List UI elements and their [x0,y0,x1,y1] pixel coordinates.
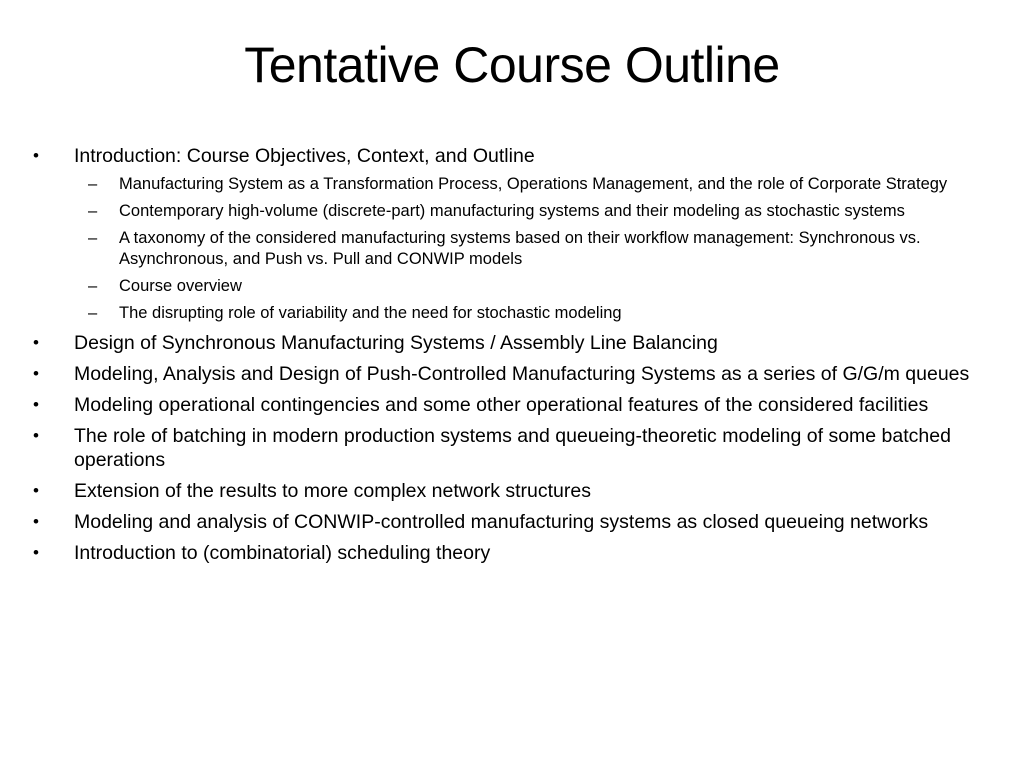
outline-item [0,510,1024,534]
outline-item-text: Modeling, Analysis and Design of Push-Controlled Manufacturing Systems as a series of G/G/m queues [74,363,970,385]
outline-subitem-text: A taxonomy of the considered manufacturing systems based on their workflow management: Synchronous vs. Asynchronous, and Push vs. Pull and CONWIP models [119,229,921,268]
dash-icon: – [88,175,98,193]
dash-icon: – [88,277,98,295]
outline-subitem-text: Contemporary high-volume (discrete-part) manufacturing systems and their modeling as stochastic systems [119,202,905,220]
outline-item [0,424,1024,472]
dash-icon: – [88,202,98,220]
outline-item-text: The role of batching in modern production systems and queueing-theoretic modeling of some batched operations [74,425,951,471]
bullet-icon: • [33,481,39,500]
outline-item [0,479,1024,503]
outline-item-text: Modeling operational contingencies and some other operational features of the considered facilities [74,394,929,416]
outline-item [0,331,1024,355]
outline-item-text: Extension of the results to more complex network structures [74,480,591,502]
outline-subitem [74,276,996,297]
bullet-icon: • [33,364,39,383]
bullet-icon: • [33,426,39,445]
outline-item-text: Introduction to (combinatorial) scheduling theory [74,542,491,564]
outline-item-text: Introduction: Course Objectives, Context, and Outline [74,145,535,167]
outline-subitem [74,228,996,270]
dash-icon: – [88,304,98,322]
dash-icon: – [88,229,98,247]
outline-subitem-text: The disrupting role of variability and the need for stochastic modeling [119,304,622,322]
bullet-icon: • [33,146,39,165]
outline-subitem-text: Manufacturing System as a Transformation Process, Operations Management, and the role of Corporate Strategy [119,175,948,193]
outline-item-text: Design of Synchronous Manufacturing Systems / Assembly Line Balancing [74,332,718,354]
outline-item [0,393,1024,417]
outline-item-introduction [0,144,1024,324]
bullet-icon: • [33,512,39,531]
bullet-icon: • [33,333,39,352]
outline-subitem-text: Course overview [119,277,242,295]
outline-list [0,144,1024,565]
outline-subitem [74,174,996,195]
outline-item-text: Modeling and analysis of CONWIP-controlled manufacturing systems as closed queueing networks [74,511,929,533]
outline-item [0,362,1024,386]
outline-item [0,541,1024,565]
bullet-icon: • [33,543,39,562]
outline-sublist [74,174,996,324]
slide-title: Tentative Course Outline [244,37,780,93]
outline-subitem [74,201,996,222]
outline-subitem [74,303,996,324]
bullet-icon: • [33,395,39,414]
